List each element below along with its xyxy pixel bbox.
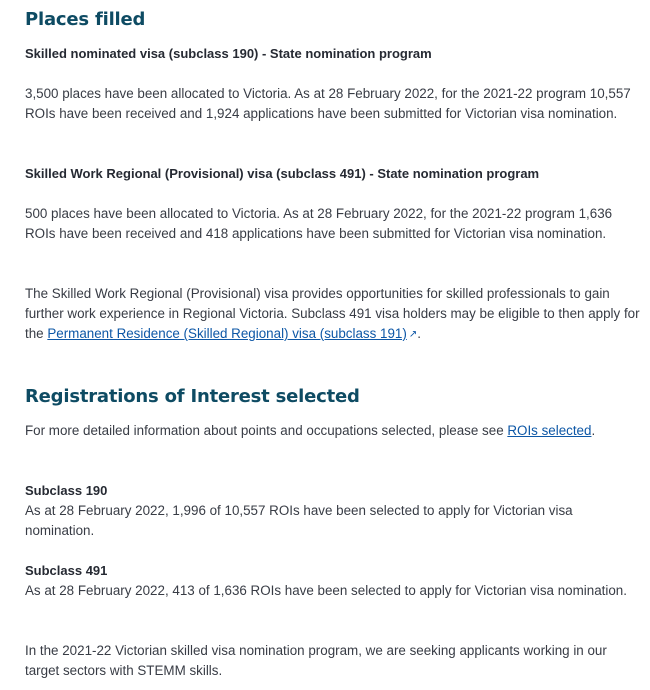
roi-subclass-190-label: Subclass 190 (25, 483, 108, 498)
roi-subclass-190-text: As at 28 February 2022, 1,996 of 10,557 ROIs have been selected to apply for Victorian visa nomination. (25, 503, 573, 538)
subclass-491-places-text: 500 places have been allocated to Victoria. As at 28 February 2022, for the 2021-22 program 1,636 ROIs have been received and 418 applications have been submitted for Victorian visa nomination. (25, 206, 613, 241)
roi-intro-suffix: . (591, 423, 596, 438)
roi-subclass-491-text: As at 28 February 2022, 413 of 1,636 ROIs have been selected to apply for Victorian visa nomination. (25, 583, 627, 598)
roi-subclass-491-block (25, 561, 640, 601)
permanent-residence-191-link[interactable] (47, 326, 417, 341)
subclass-491-program-title: Skilled Work Regional (Provisional) visa (subclass 491) - State nomination program (25, 166, 540, 181)
roi-selected-heading: Registrations of Interest selected (25, 386, 360, 407)
roi-intro-prefix: For more detailed information about points and occupations selected, please see (25, 423, 508, 438)
roi-subclass-190-block (25, 481, 640, 541)
roi-subclass-491-label: Subclass 491 (25, 563, 108, 578)
subclass-190-places-text: 3,500 places have been allocated to Victoria. As at 28 February 2022, for the 2021-22 program 10,557 ROIs have been received and 1,924 applications have been submitted for Victorian visa nomination. (25, 86, 631, 121)
places-filled-heading: Places filled (25, 9, 146, 30)
subclass-491-info-text (25, 284, 640, 345)
rois-selected-link[interactable]: ROIs selected (507, 423, 592, 438)
roi-intro-text (25, 421, 640, 441)
permanent-residence-191-link-label: Permanent Residence (Skilled Regional) visa (subclass 191) (47, 326, 407, 341)
subclass-190-program-title: Skilled nominated visa (subclass 190) - State nomination program (25, 46, 432, 61)
external-link-icon: ↗ (408, 329, 418, 340)
closing-text: In the 2021-22 Victorian skilled visa nomination program, we are seeking applicants working in our target sectors with STEMM skills. (25, 643, 607, 678)
info-prefix: The Skilled Work Regional (Provisional) visa provides opportunities for skilled professionals to gain further work experience in Regional Victoria. Subclass 491 visa holders may be eligible to then apply for the (25, 286, 640, 341)
info-suffix: . (417, 326, 421, 341)
